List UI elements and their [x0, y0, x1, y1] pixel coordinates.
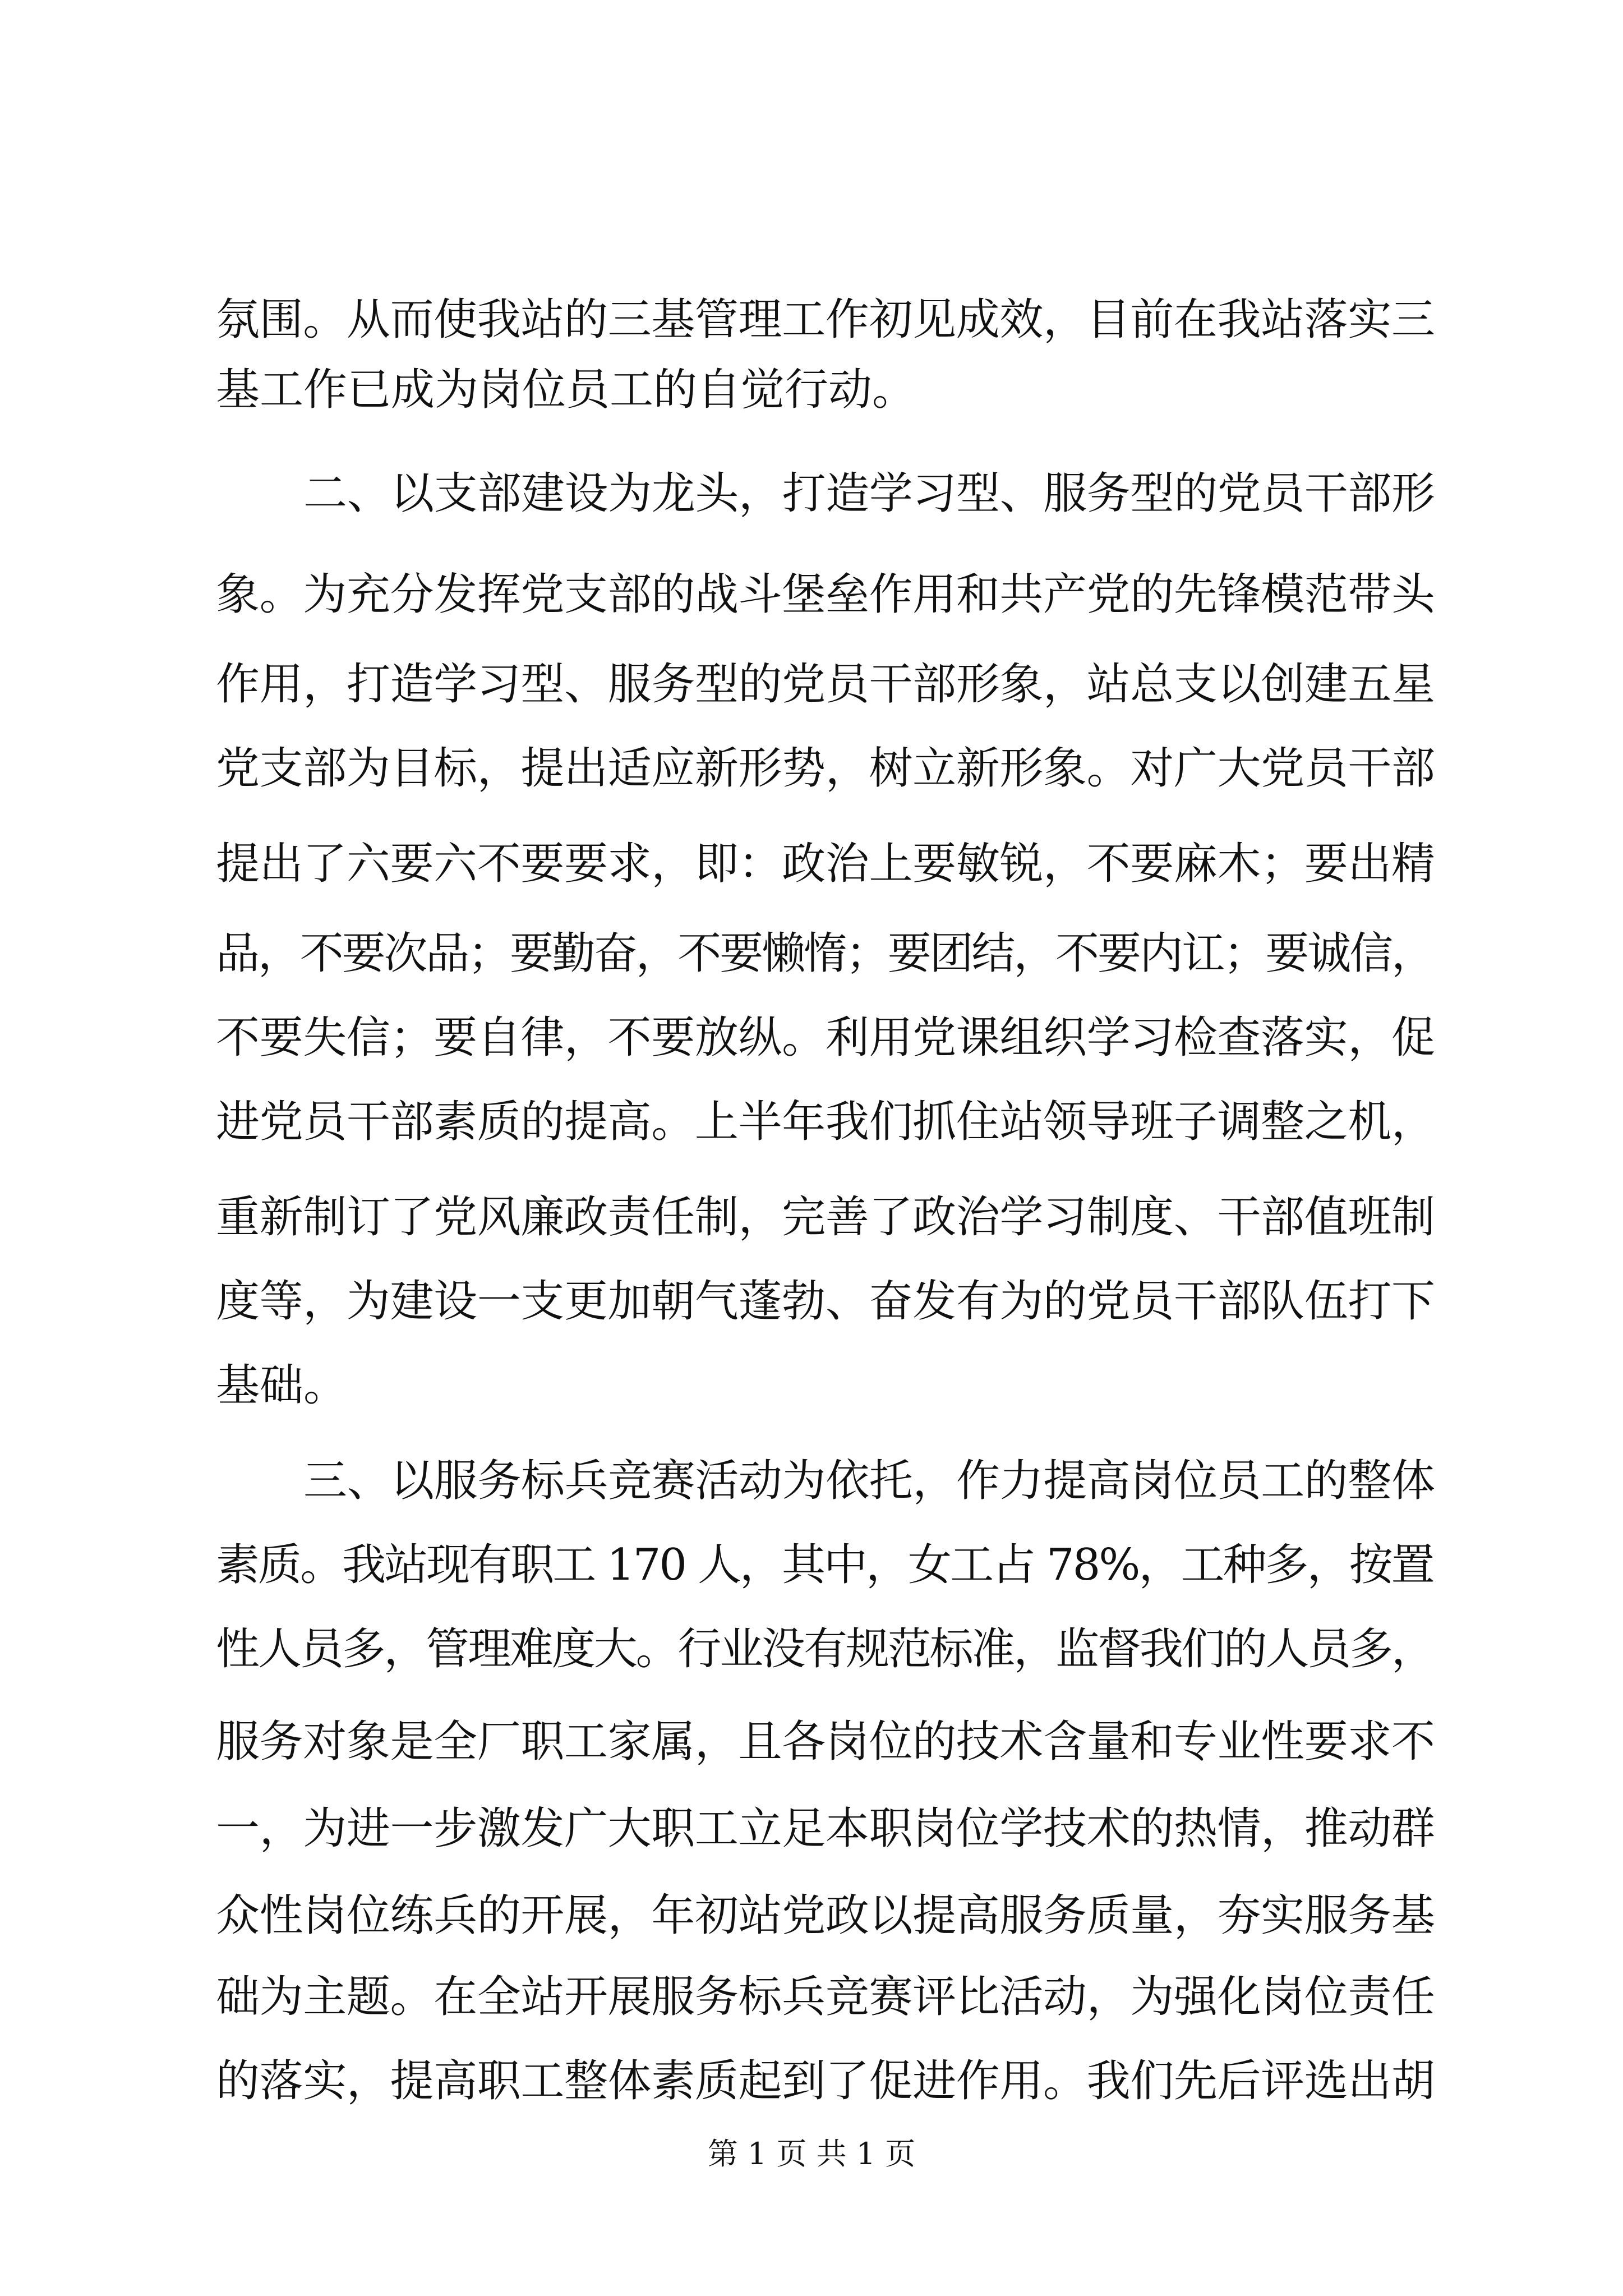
body-text-line [216, 561, 1435, 628]
body-text-line [216, 1268, 1435, 1335]
line-text: 不要失信；要自律，不要放纵。利用党课组织学习检查落实，促 [216, 1013, 1435, 1063]
line-text: 基础。 [216, 1360, 348, 1411]
line-text: 础为主题。在全站开展服务标兵竞赛评比活动，为强化岗位责任 [216, 1972, 1435, 2022]
body-text-line [216, 1352, 1435, 1419]
line-text: 氛围。从而使我站的三基管理工作初见成效，目前在我站落实三 [216, 295, 1435, 345]
line-text: 象。为充分发挥党支部的战斗堡垒作用和共产党的先锋模范带头 [216, 569, 1435, 620]
line-text: 提出了六要六不要要求，即：政治上要敏锐，不要麻木；要出精 [216, 839, 1435, 889]
line-text: 三、以服务标兵竞赛活动为依托，作力提高岗位员工的整体 [303, 1456, 1435, 1506]
body-text-line [216, 830, 1435, 898]
line-text: 素质。我站现有职工 170 人，其中，女工占 78%，工种多，按置 [216, 1540, 1433, 1590]
body-text-line [216, 651, 1435, 718]
line-text: 众性岗位练兵的开展，年初站党政以提高服务质量，夯实服务基 [216, 1890, 1435, 1941]
page-number-footer: 第 1 页 共 1 页 [707, 2136, 916, 2171]
line-text: 进党员干部素质的提高。上半年我们抓住站领导班子调整之机， [216, 1097, 1435, 1147]
body-text-line [216, 356, 1435, 424]
body-text-line [216, 286, 1435, 353]
body-text-line [216, 1616, 1435, 1683]
line-text: 度等，为建设一支更加朝气蓬勃、奋发有为的党员干部队伍打下 [216, 1276, 1435, 1327]
line-text: 作用，打造学习型、服务型的党员干部形象，站总支以创建五星 [216, 659, 1435, 710]
body-text-line [216, 920, 1435, 987]
body-text-line [216, 1963, 1435, 2031]
body-text-line [216, 735, 1435, 802]
body-text-line [303, 460, 1435, 527]
body-text-line [216, 1004, 1435, 1071]
body-text-line [216, 1184, 1435, 1251]
body-text-line [216, 2047, 1435, 2115]
line-text: 一，为进一步激发广大职工立足本职岗位学技术的热情，推动群 [216, 1803, 1435, 1854]
body-text-line [216, 1088, 1435, 1156]
body-text-line [216, 1795, 1435, 1862]
line-text: 重新制订了党风廉政责任制，完善了政治学习制度、干部值班制 [216, 1192, 1435, 1243]
line-text: 的落实，提高职工整体素质起到了促进作用。我们先后评选出胡 [216, 2056, 1435, 2106]
line-text: 二、以支部建设为龙头，打造学习型、服务型的党员干部形 [303, 468, 1435, 519]
line-text: 基工作已成为岗位员工的自觉行动。 [216, 365, 916, 415]
line-text: 性人员多，管理难度大。行业没有规范标准，监督我们的人员多， [216, 1624, 1433, 1674]
line-text: 品，不要次品；要勤奋，不要懒惰；要团结，不要内讧；要诚信， [216, 928, 1433, 979]
body-text-line [216, 1531, 1435, 1599]
line-text: 党支部为目标，提出适应新形势，树立新形象。对广大党员干部 [216, 743, 1435, 794]
body-text-line [303, 1447, 1435, 1515]
line-text: 服务对象是全厂职工家属，且各岗位的技术含量和专业性要求不 [216, 1717, 1435, 1767]
body-text-line [216, 1708, 1435, 1775]
body-text-line [216, 1882, 1435, 1949]
